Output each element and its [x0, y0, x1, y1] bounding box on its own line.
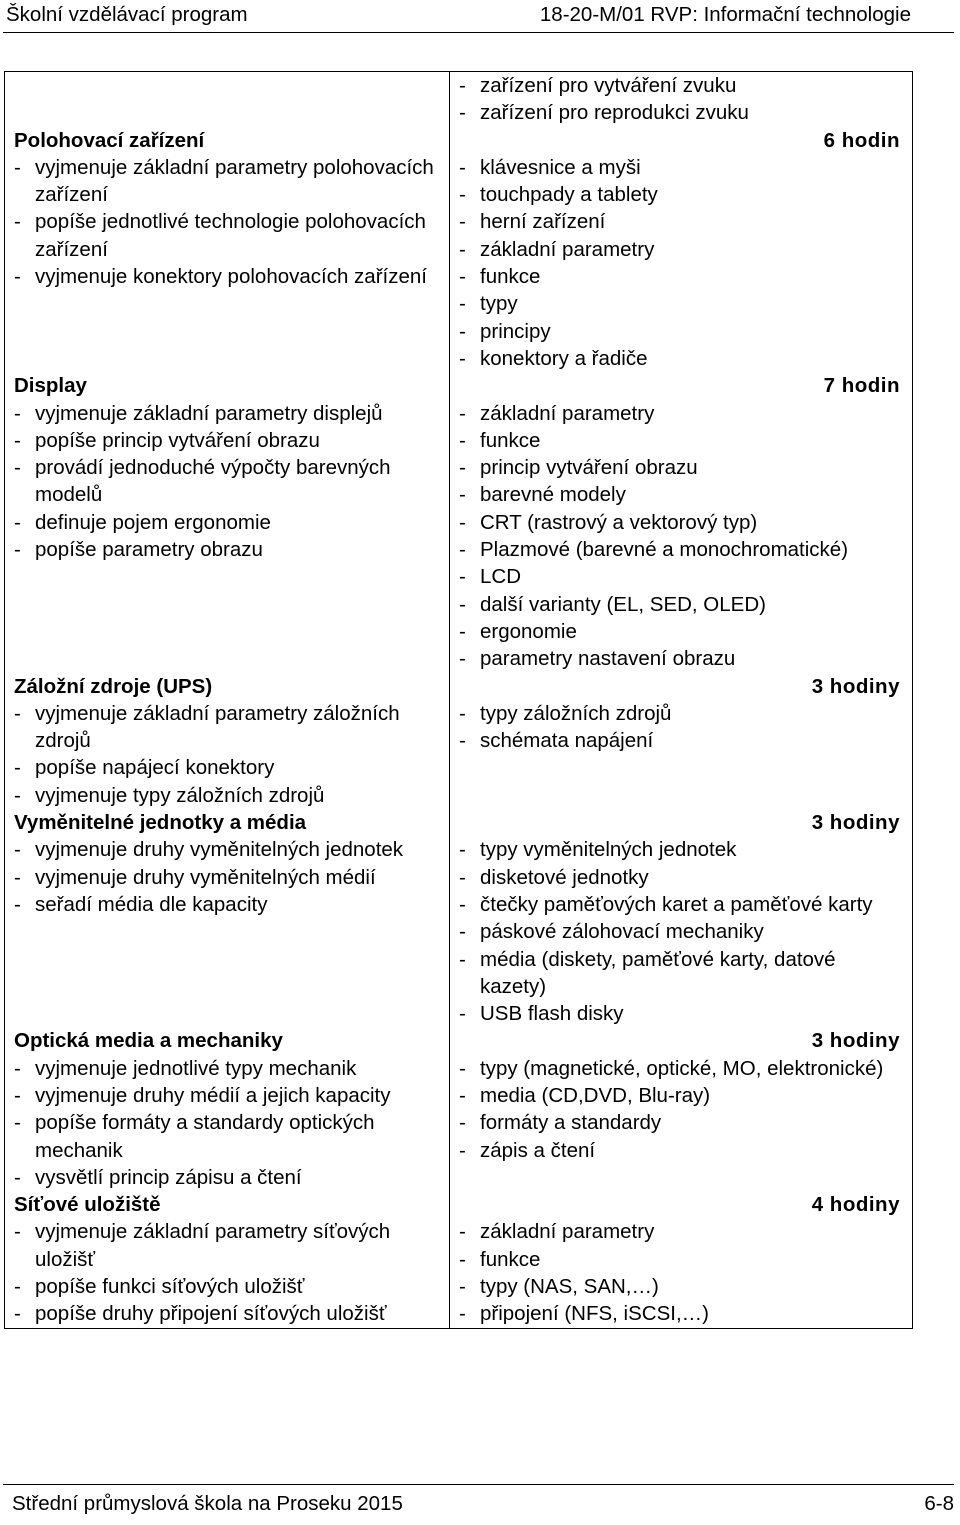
outcome-item	[14, 782, 437, 809]
list-dash: -	[14, 1302, 21, 1326]
outcome-item-text: seřadí média dle kapacity	[35, 892, 268, 916]
content-item	[459, 563, 900, 590]
content-item	[459, 263, 900, 290]
list-dash: -	[14, 538, 21, 562]
spacer	[14, 72, 437, 99]
section-title-row	[5, 809, 913, 836]
footer-divider	[3, 1484, 954, 1485]
content-item	[459, 99, 900, 126]
outcome-item	[14, 536, 437, 563]
outcome-item	[14, 1082, 437, 1109]
outcome-item-text: provádí jednoduché výpočty barevných modelů	[35, 456, 391, 507]
list-dash: -	[459, 510, 466, 534]
content-item	[459, 154, 900, 181]
content-cell	[450, 400, 913, 673]
outcome-item	[14, 427, 437, 454]
school-program-title: Školní vzdělávací program	[6, 3, 248, 26]
rvp-code: 18-20-M/01 RVP: Informační technologie	[539, 3, 911, 26]
content-item-text: CRT (rastrový a vektorový typ)	[480, 510, 758, 534]
outcome-item	[14, 263, 437, 290]
content-item	[459, 1000, 900, 1027]
outcome-item	[14, 400, 437, 427]
outcomes-cell	[5, 72, 450, 127]
page-number: 6-8	[924, 1492, 954, 1515]
outcome-item	[14, 454, 437, 509]
table-row	[5, 72, 913, 127]
outcome-item-text: vyjmenuje základní parametry polohovacích zařízení	[35, 155, 434, 207]
section-title-row	[5, 1191, 913, 1218]
section-title: Optická media a mechaniky	[5, 1027, 450, 1054]
list-dash: -	[459, 1056, 466, 1080]
content-item	[459, 727, 900, 754]
section-hours: 3 hodiny	[450, 673, 913, 700]
section-title-row	[5, 1027, 913, 1054]
section-title: Polohovací zařízení	[5, 127, 450, 154]
section-hours: 3 hodiny	[450, 1027, 913, 1054]
content-cell	[450, 700, 913, 809]
outcome-item-text: vysvětlí princip zápisu a čtení	[35, 1165, 302, 1189]
list-dash: -	[459, 565, 466, 589]
content-item	[459, 864, 900, 891]
content-item-text: principy	[480, 319, 551, 343]
content-item	[459, 1082, 900, 1109]
content-item	[459, 591, 900, 618]
content-item	[459, 72, 900, 99]
content-item-text: parametry nastavení obrazu	[480, 647, 736, 671]
content-item-text: připojení (NFS, iSCSI,…)	[480, 1302, 709, 1326]
list-dash: -	[14, 783, 21, 807]
header-divider	[3, 32, 954, 33]
list-dash: -	[459, 210, 466, 234]
content-item-text: touchpady a tablety	[480, 183, 658, 207]
outcome-item-text: popíše princip vytváření obrazu	[35, 428, 320, 452]
section-body-row	[5, 836, 913, 1027]
content-item	[459, 1055, 900, 1082]
outcome-item-text: vyjmenuje jednotlivé typy mechanik	[35, 1056, 357, 1080]
page-header	[0, 0, 960, 36]
section-title: Síťové uložiště	[5, 1191, 450, 1218]
content-item	[459, 1246, 900, 1273]
content-item-text: konektory a řadiče	[480, 346, 648, 370]
content-item-text: formáty a standardy	[480, 1111, 662, 1135]
content-item-text: typy vyměnitelných jednotek	[480, 838, 737, 862]
list-dash: -	[459, 265, 466, 289]
section-title: Záložní zdroje (UPS)	[5, 673, 450, 700]
list-dash: -	[459, 619, 466, 643]
list-dash: -	[459, 1002, 466, 1026]
list-dash: -	[459, 74, 466, 97]
list-dash: -	[14, 456, 21, 480]
list-dash: -	[459, 892, 466, 916]
outcome-item-text: popíše jednotlivé technologie polohovacích zařízení	[35, 210, 426, 261]
outcomes-cell	[5, 154, 450, 372]
content-item	[459, 536, 900, 563]
section-hours: 7 hodin	[450, 372, 913, 399]
content-item-text: klávesnice a myši	[480, 155, 641, 179]
content-item-text: základní parametry	[480, 237, 655, 261]
list-dash: -	[459, 319, 466, 343]
content-item-text: typy (NAS, SAN,…)	[480, 1275, 659, 1299]
list-dash: -	[459, 101, 466, 125]
list-dash: -	[459, 1275, 466, 1299]
section-hours: 6 hodin	[450, 127, 913, 154]
list-dash: -	[14, 1111, 21, 1135]
outcome-item-text: popíše napájecí konektory	[35, 756, 275, 780]
content-item	[459, 509, 900, 536]
content-item	[459, 236, 900, 263]
content-item-text: zápis a čtení	[480, 1138, 596, 1162]
content-item	[459, 918, 900, 945]
content-item-text: typy záložních zdrojů	[480, 701, 672, 725]
content-item-text: páskové zálohovací mechaniky	[480, 920, 764, 944]
content-item	[459, 1300, 900, 1327]
outcomes-cell	[5, 836, 450, 1027]
outcome-item	[14, 509, 437, 536]
list-dash: -	[14, 428, 21, 452]
section-title: Vyměnitelné jednotky a média	[5, 809, 450, 836]
outcome-item	[14, 1055, 437, 1082]
list-dash: -	[459, 183, 466, 207]
content-item	[459, 1137, 900, 1164]
list-dash: -	[459, 483, 466, 507]
outcome-item-text: vyjmenuje typy záložních zdrojů	[35, 783, 325, 807]
content-cell	[450, 836, 913, 1027]
outcome-item-text: vyjmenuje základní parametry displejů	[35, 401, 383, 425]
outcome-item	[14, 1218, 437, 1273]
content-item-text: funkce	[480, 265, 541, 289]
outcome-item	[14, 154, 437, 209]
list-dash: -	[459, 1220, 466, 1244]
content-item-text: zařízení pro vytváření zvuku	[480, 74, 737, 97]
list-dash: -	[14, 865, 21, 889]
list-dash: -	[459, 1083, 466, 1107]
list-dash: -	[459, 838, 466, 862]
outcome-item-text: popíše parametry obrazu	[35, 538, 263, 562]
list-dash: -	[14, 892, 21, 916]
outcome-item-text: vyjmenuje druhy médií a jejich kapacity	[35, 1083, 391, 1107]
list-dash: -	[459, 1247, 466, 1271]
outcome-item	[14, 864, 437, 891]
outcomes-cell	[5, 400, 450, 673]
outcome-item-text: vyjmenuje základní parametry síťových uložišť	[35, 1220, 391, 1271]
section-title-row	[5, 127, 913, 154]
list-dash: -	[14, 401, 21, 425]
outcome-item	[14, 1300, 437, 1327]
list-dash: -	[14, 1165, 21, 1189]
content-item	[459, 700, 900, 727]
content-item-text: disketové jednotky	[480, 865, 649, 889]
content-item	[459, 1218, 900, 1245]
content-item-text: Plazmové (barevné a monochromatické)	[480, 538, 849, 562]
content-item-text: funkce	[480, 1247, 541, 1271]
content-cell	[450, 154, 913, 372]
section-body-row	[5, 1055, 913, 1191]
content-item-text: typy	[480, 292, 518, 316]
list-dash: -	[14, 155, 21, 179]
list-dash: -	[459, 155, 466, 179]
content-item-text: barevné modely	[480, 483, 626, 507]
outcome-item	[14, 754, 437, 781]
list-dash: -	[459, 947, 466, 971]
content-item	[459, 427, 900, 454]
content-item-text: základní parametry	[480, 1220, 655, 1244]
outcome-item-text: definuje pojem ergonomie	[35, 510, 271, 534]
content-cell	[450, 72, 913, 127]
content-item	[459, 618, 900, 645]
content-cell	[450, 1218, 913, 1328]
content-item-text: další varianty (EL, SED, OLED)	[480, 592, 766, 616]
list-dash: -	[459, 292, 466, 316]
list-dash: -	[14, 265, 21, 289]
outcome-item-text: popíše formáty a standardy optických mechanik	[35, 1111, 375, 1162]
section-title: Display	[5, 372, 450, 399]
curriculum-table	[4, 71, 913, 1329]
list-dash: -	[14, 1056, 21, 1080]
list-dash: -	[459, 1138, 466, 1162]
section-hours: 4 hodiny	[450, 1191, 913, 1218]
list-dash: -	[14, 1083, 21, 1107]
list-dash: -	[14, 756, 21, 780]
content-item	[459, 181, 900, 208]
outcome-item-text: vyjmenuje konektory polohovacích zařízení	[35, 265, 427, 289]
content-item	[459, 645, 900, 672]
list-dash: -	[459, 592, 466, 616]
list-dash: -	[459, 1302, 466, 1326]
list-dash: -	[459, 237, 466, 261]
content-item	[459, 400, 900, 427]
section-title-row	[5, 372, 913, 399]
list-dash: -	[459, 647, 466, 671]
content-item	[459, 290, 900, 317]
section-title-row	[5, 673, 913, 700]
content-item	[459, 891, 900, 918]
list-dash: -	[459, 865, 466, 889]
content-item	[459, 318, 900, 345]
list-dash: -	[14, 701, 21, 725]
outcome-item-text: popíše druhy připojení síťových uložišť	[35, 1302, 387, 1326]
content-item	[459, 345, 900, 372]
list-dash: -	[459, 729, 466, 753]
outcomes-cell	[5, 1218, 450, 1328]
outcome-item	[14, 1164, 437, 1191]
outcome-item	[14, 891, 437, 918]
outcome-item-text: vyjmenuje druhy vyměnitelných jednotek	[35, 838, 404, 862]
outcomes-cell	[5, 700, 450, 809]
content-item-text: zařízení pro reprodukci zvuku	[480, 101, 749, 125]
content-item	[459, 836, 900, 863]
content-item	[459, 946, 900, 1001]
outcome-item	[14, 1109, 437, 1164]
content-item-text: čtečky paměťových karet a paměťové karty	[480, 892, 873, 916]
list-dash: -	[459, 538, 466, 562]
list-dash: -	[459, 701, 466, 725]
content-cell	[450, 1055, 913, 1191]
list-dash: -	[459, 920, 466, 944]
outcome-item	[14, 1273, 437, 1300]
outcome-item	[14, 836, 437, 863]
outcome-item-text: vyjmenuje základní parametry záložních zdrojů	[35, 701, 400, 753]
list-dash: -	[14, 210, 21, 234]
content-item-text: základní parametry	[480, 401, 655, 425]
section-hours: 3 hodiny	[450, 809, 913, 836]
list-dash: -	[459, 428, 466, 452]
content-item-text: média (diskety, paměťové karty, datové kazety)	[480, 947, 836, 998]
outcomes-cell	[5, 1055, 450, 1191]
content-item-text: media (CD,DVD, Blu-ray)	[480, 1083, 711, 1107]
content-item	[459, 481, 900, 508]
content-item-text: funkce	[480, 428, 541, 452]
content-item-text: ergonomie	[480, 619, 577, 643]
content-item	[459, 1273, 900, 1300]
section-body-row	[5, 700, 913, 809]
content-item	[459, 1109, 900, 1136]
content-item-text: USB flash disky	[480, 1002, 624, 1026]
outcome-item-text: popíše funkci síťových uložišť	[35, 1275, 305, 1299]
list-dash: -	[459, 456, 466, 480]
school-name: Střední průmyslová škola na Proseku 2015	[12, 1492, 403, 1515]
outcome-item	[14, 700, 437, 755]
content-item-text: princip vytváření obrazu	[480, 456, 698, 480]
content-item	[459, 454, 900, 481]
list-dash: -	[14, 1275, 21, 1299]
outcome-item	[14, 208, 437, 263]
content-item-text: LCD	[480, 565, 522, 589]
list-dash: -	[459, 401, 466, 425]
content-item-text: schémata napájení	[480, 729, 654, 753]
content-item-text: herní zařízení	[480, 210, 606, 234]
page-footer	[0, 1489, 960, 1525]
outcome-item-text: vyjmenuje druhy vyměnitelných médií	[35, 865, 376, 889]
list-dash: -	[14, 838, 21, 862]
section-body-row	[5, 1218, 913, 1328]
section-body-row	[5, 400, 913, 673]
list-dash: -	[459, 346, 466, 370]
list-dash: -	[14, 510, 21, 534]
list-dash: -	[14, 1220, 21, 1244]
content-item-text: typy (magnetické, optické, MO, elektronické)	[480, 1056, 884, 1080]
content-item	[459, 208, 900, 235]
section-body-row	[5, 154, 913, 372]
list-dash: -	[459, 1111, 466, 1135]
